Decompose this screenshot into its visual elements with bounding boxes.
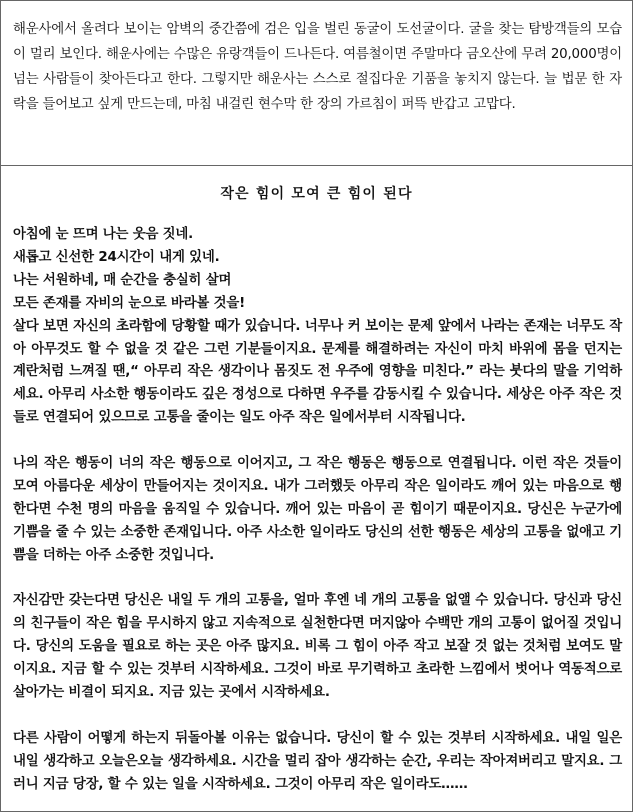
poem-line: 아침에 눈 뜨며 나는 웃음 짓네. <box>13 227 194 242</box>
poem-line: 나는 서원하네, 매 순간을 충실히 살며 <box>13 272 232 288</box>
intro-paragraph: 해운사에서 올려다 보이는 암벽의 중간쯤에 검은 입을 벌린 동굴이 도선굴이다. 굴을 찾는 탐방객들의 모습이 멀리 보인다. 해운사에는 수많은 유랑객들이 드나든다. 여름철이면 주말마다 금오산에 무려 20,000명이 넘는 사람들이 찾아든다고 한다. 그렇지만 해운사는 스스로 절집다운 기품을 놓치지 않는다. 늘 법문 한 자락을 들어보고 싶게 만드는데, 마침 내걸린 현수막 한 장의 가르침이 퍼뜩 반갑고 고맙다. <box>13 22 622 112</box>
paragraph-gap <box>13 568 622 591</box>
body-paragraph: 나의 작은 행동이 너의 작은 행동으로 이어지고, 그 작은 행동은 행동으로 연결됩니다. 이런 작은 것들이 모여 아름다운 세상이 만들어지는 것이지요. 내가 그러했듯 아무리 작은 일이라도 깨어 있는 마음으로 행한다면 수천 명의 마음을 움직일 수 있습니다. 깨어 있는 마음이 곧 힘이기 때문이지요. 당신은 누군가에 기쁨을 줄 수 있는 소중한 존재입니다. 아주 사소한 일이라도 당신의 선한 행동은 세상의 고통을 없애고 기쁨을 더하는 아주 소중한 것입니다. <box>13 456 622 563</box>
dharma-body <box>13 224 622 797</box>
dharma-text-box <box>0 166 633 812</box>
poem-line: 새롭고 신선한 24시간이 내게 있네. <box>13 249 220 265</box>
intro-box <box>0 0 633 166</box>
body-paragraph: 다른 사람이 어떻게 하는지 뒤돌아볼 이유는 없습니다. 당신이 할 수 있는 것부터 시작하세요. 내일 일은 내일 생각하고 오늘은오늘 생각하세요. 시간을 멀리 잡아 생각하는 순간, 우리는 작아져버리고 말지요. 그러니 지금 당장, 할 수 있는 일을 시작하세요. 그것이 아무리 작은 일이라도…… <box>13 730 622 792</box>
paragraph-gap <box>13 705 622 728</box>
paragraph-gap <box>13 430 622 453</box>
poem-line: 모든 존재를 자비의 눈으로 바라볼 것을! <box>13 295 245 311</box>
dharma-title: 작은 힘이 모여 큰 힘이 된다 <box>220 186 413 202</box>
body-paragraph: 자신감만 갖는다면 당신은 내일 두 개의 고통을, 얼마 후엔 네 개의 고통을 없앨 수 있습니다. 당신과 당신의 친구들이 작은 힘을 무시하지 않고 지속적으로 실천한다면 머지않아 수백만 개의 고통이 없어질 것입니다. 당신의 도움을 필요로 하는 곳은 아주 많지요. 비록 그 힘이 아주 작고 보잘 것 없는 것처럼 보여도 말이지요. 지금 할 수 있는 것부터 시작하세요. 그것이 바로 무기력하고 초라한 느낌에서 벗어나 역동적으로 살아가는 비결이 되지요. 지금 있는 곳에서 시작하세요. <box>13 593 622 701</box>
body-paragraph: 살다 보면 자신의 초라함에 당황할 때가 있습니다. 너무나 커 보이는 문제 앞에서 나라는 존재는 너무도 작아 아무것도 할 수 없을 것 같은 그런 기분들이지요. 문제를 해결하려는 자신이 마치 바위에 몸을 던지는 계란처럼 느껴질 땐,“ 아무리 작은 생각이나 몸짓도 전 우주에 영향을 미친다.” 라는 붓다의 말을 기억하세요. 아무리 사소한 행동이라도 깊은 정성으로 다하면 우주를 감동시킬 수 있습니다. 세상은 아주 작은 것들로 연결되어 있으므로 고통을 줄이는 일도 아주 작은 일에서부터 시작됩니다. <box>13 318 622 426</box>
